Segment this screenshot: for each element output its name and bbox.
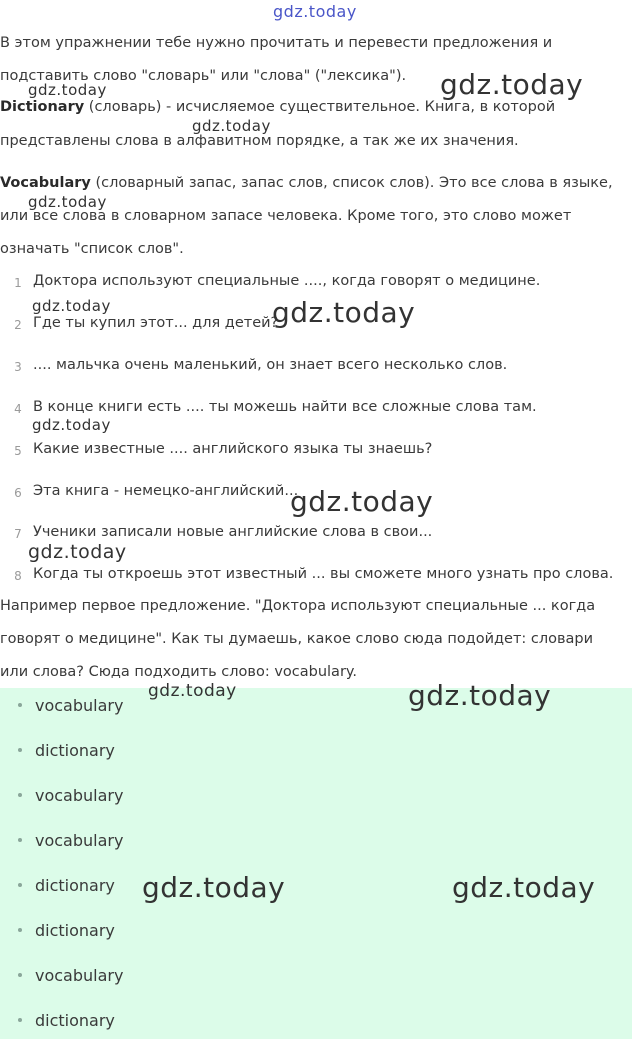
bullet-icon	[18, 838, 22, 842]
list-item-number: 2	[14, 318, 22, 332]
list-item-number: 3	[14, 360, 22, 374]
vocabulary-definition-line-2: или все слова в словарном запасе человека. Кроме того, это слово может	[0, 208, 572, 224]
list-item: В конце книги есть .... ты можешь найти все сложные слова там.	[33, 399, 537, 415]
list-item-number: 7	[14, 527, 22, 541]
bullet-icon	[18, 883, 22, 887]
list-item: Какие известные .... английского языка ты знаешь?	[33, 441, 433, 457]
answer-item	[18, 786, 123, 805]
answer-text: dictionary	[35, 876, 115, 895]
answer-text: vocabulary	[35, 696, 124, 715]
answer-item	[18, 696, 123, 715]
list-item-number: 8	[14, 569, 22, 583]
answer-item	[18, 966, 123, 985]
intro-line-2: подставить слово "словарь" или "слова" ("лексика").	[0, 68, 407, 84]
vocabulary-definition-text: (словарный запас, запас слов, список слов). Это все слова в языке,	[90, 175, 613, 191]
example-line-2: говорят о медицине". Как ты думаешь, какое слово сюда подойдет: словари	[0, 631, 594, 647]
answer-text: dictionary	[35, 1011, 115, 1030]
list-item-number: 5	[14, 444, 22, 458]
dictionary-definition	[0, 99, 555, 115]
example-line-3: или слова? Сюда подходить слово: vocabulary.	[0, 664, 358, 680]
watermark-top: gdz.today	[273, 2, 357, 21]
answer-item	[18, 921, 115, 940]
vocabulary-definition-line-3: означать "список слов".	[0, 241, 184, 257]
answers-panel	[0, 688, 632, 1039]
answer-text: vocabulary	[35, 966, 124, 985]
list-item: Когда ты откроешь этот известный ... вы сможете много узнать про слова.	[33, 566, 614, 582]
bullet-icon	[18, 793, 22, 797]
list-item: Эта книга - немецко-английский...	[33, 483, 299, 499]
watermark: gdz.today	[32, 297, 111, 315]
answer-text: vocabulary	[35, 831, 124, 850]
watermark: gdz.today	[32, 416, 111, 434]
list-item: Где ты купил этот... для детей?	[33, 315, 279, 331]
bullet-icon	[18, 748, 22, 752]
dictionary-term: Dictionary	[0, 99, 85, 115]
watermark: gdz.today	[142, 871, 286, 904]
answer-item	[18, 741, 115, 760]
answer-text: dictionary	[35, 741, 115, 760]
intro-line-1: В этом упражнении тебе нужно прочитать и перевести предложения и	[0, 35, 553, 51]
bullet-icon	[18, 973, 22, 977]
list-item: Ученики записали новые английские слова в свои...	[33, 524, 433, 540]
example-line-1: Например первое предложение. "Доктора используют специальные ... когда	[0, 598, 596, 614]
bullet-icon	[18, 928, 22, 932]
answer-text: dictionary	[35, 921, 115, 940]
answer-item	[18, 831, 123, 850]
watermark: gdz.today	[452, 871, 596, 904]
watermark: gdz.today	[440, 68, 584, 101]
dictionary-definition-text: (словарь) - исчисляемое существительное. Книга, в которой	[84, 99, 556, 115]
list-item-number: 1	[14, 276, 22, 290]
vocabulary-term: Vocabulary	[0, 175, 91, 191]
answer-item	[18, 876, 115, 895]
watermark: gdz.today	[290, 485, 434, 518]
watermark: gdz.today	[408, 679, 552, 712]
list-item: Доктора используют специальные ...., когда говорят о медицине.	[33, 273, 541, 289]
watermark: gdz.today	[192, 117, 271, 135]
list-item-number: 6	[14, 486, 22, 500]
answer-item	[18, 1011, 115, 1030]
dictionary-definition-line-2: представлены слова в алфавитном порядке, а так же их значения.	[0, 133, 519, 149]
vocabulary-definition	[0, 175, 613, 191]
bullet-icon	[18, 1018, 22, 1022]
list-item-number: 4	[14, 402, 22, 416]
list-item: .... мальчка очень маленький, он знает всего несколько слов.	[33, 357, 508, 373]
watermark: gdz.today	[28, 193, 107, 211]
watermark: gdz.today	[28, 81, 107, 99]
watermark: gdz.today	[28, 541, 127, 563]
answer-text: vocabulary	[35, 786, 124, 805]
watermark: gdz.today	[148, 681, 237, 701]
watermark: gdz.today	[272, 296, 416, 329]
bullet-icon	[18, 703, 22, 707]
